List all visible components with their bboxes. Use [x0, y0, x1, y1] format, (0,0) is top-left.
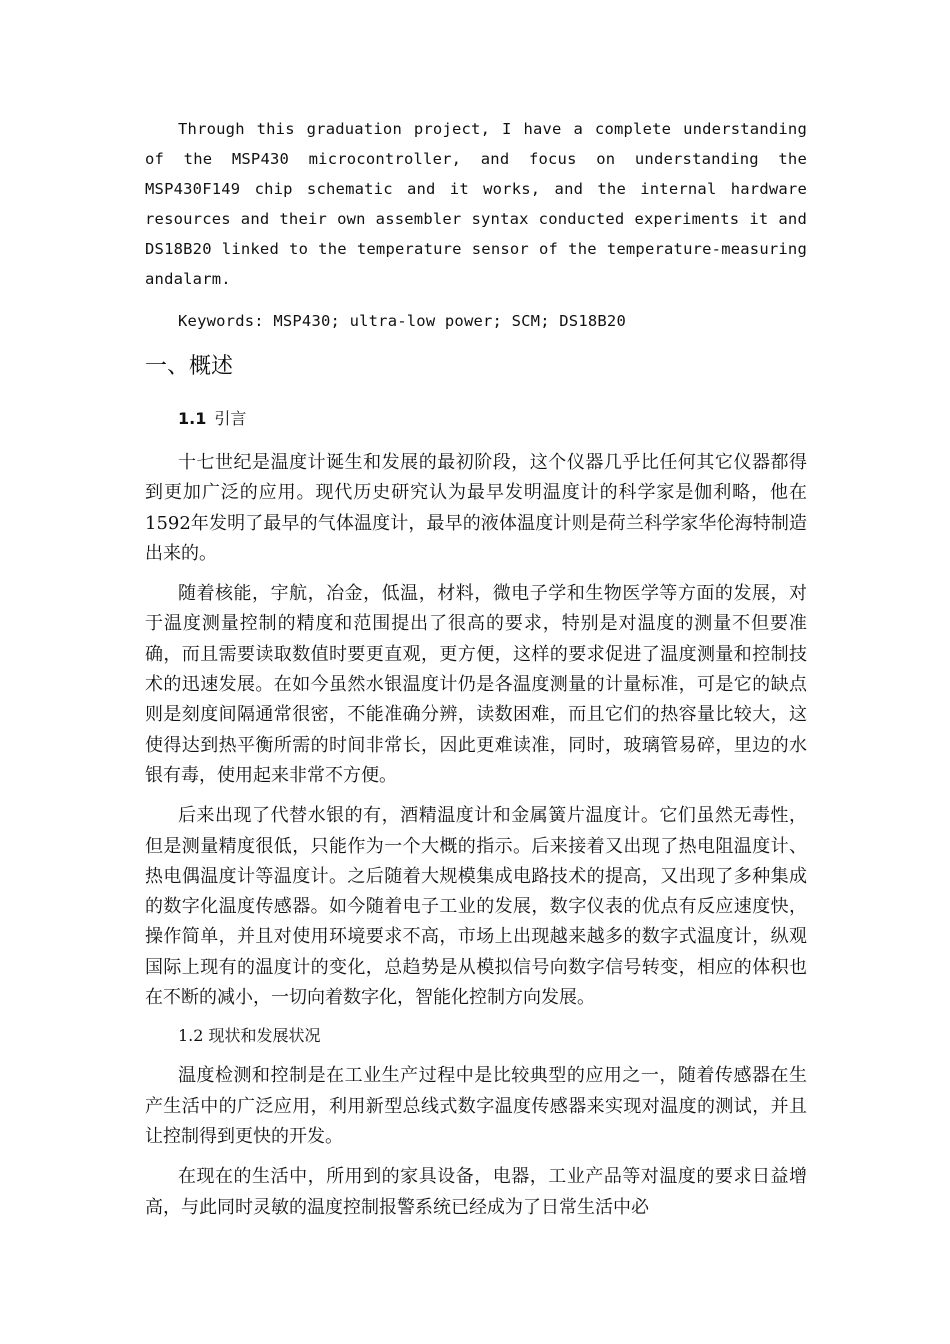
abstract-paragraph: Through this graduation project, I have a complete understanding of the MSP430 microcontroller, and focus on understanding the MSP430F149 chip schematic and it works, and the internal hardware resources and their own assembler syntax conducted experiments it and DS18B20 linked to the temperature sensor of the temperature-measuring andalarm. [145, 120, 807, 288]
paragraph-history: 十七世纪是温度计诞生和发展的最初阶段，这个仪器几乎比任何其它仪器都得到更加广泛的应用。现代历史研究认为最早发明温度计的科学家是伽利略，他在1592年发明了最早的气体温度计，最早的液体温度计则是荷兰科学家华伦海特制造出来的。 [145, 452, 807, 564]
subsection-title: 引言 [214, 409, 247, 428]
page-content [145, 114, 807, 1223]
paragraph-later-thermometers: 后来出现了代替水银的有，酒精温度计和金属簧片温度计。它们虽然无毒性，但是测量精度很低，只能作为一个大概的指示。后来接着又出现了热电阻温度计、热电偶温度计等温度计。之后随着大规模集成电路技术的提高，又出现了多种集成的数字化温度传感器。如今随着电子工业的发展，数字仪表的优点有反应速度快，操作简单，并且对使用环境要求不高，市场上出现越来越多的数字式温度计，纵观国际上现有的温度计的变化，总趋势是从模拟信号向数字信号转变，相应的体积也在不断的减小，一切向着数字化，智能化控制方向发展。 [145, 805, 807, 1009]
paragraph-modern-life: 在现在的生活中，所用到的家具设备，电器，工业产品等对温度的要求日益增高，与此同时灵敏的温度控制报警系统已经成为了日常生活中必 [145, 1166, 807, 1218]
subsection-1-1-heading [178, 404, 807, 434]
subsection-1-2-heading: 1.2 现状和发展状况 [178, 1026, 321, 1046]
section-title: 一、概述 [145, 354, 234, 379]
paragraph-detection-control: 温度检测和控制是在工业生产过程中是比较典型的应用之一，随着传感器在生产生活中的广泛应用，利用新型总线式数字温度传感器来实现对温度的测试，并且让控制得到更快的开发。 [145, 1065, 807, 1147]
keywords-line: Keywords: MSP430; ultra-low power; SCM; DS18B20 [178, 312, 626, 330]
subsection-number: 1.1 [178, 409, 207, 428]
paragraph-development: 随着核能，宇航，冶金，低温，材料，微电子学和生物医学等方面的发展，对于温度测量控制的精度和范围提出了很高的要求，特别是对温度的测量不但要准确，而且需要读取数值时要更直观，更方便，这样的要求促进了温度测量和控制技术的迅速发展。在如今虽然水银温度计仍是各温度测量的计量标准，可是它的缺点则是刻度间隔通常很密，不能准确分辨，读数困难，而且它们的热容量比较大，这使得达到热平衡所需的时间非常长，因此更难读准，同时，玻璃管易碎，里边的水银有毒，使用起来非常不方便。 [145, 583, 807, 786]
